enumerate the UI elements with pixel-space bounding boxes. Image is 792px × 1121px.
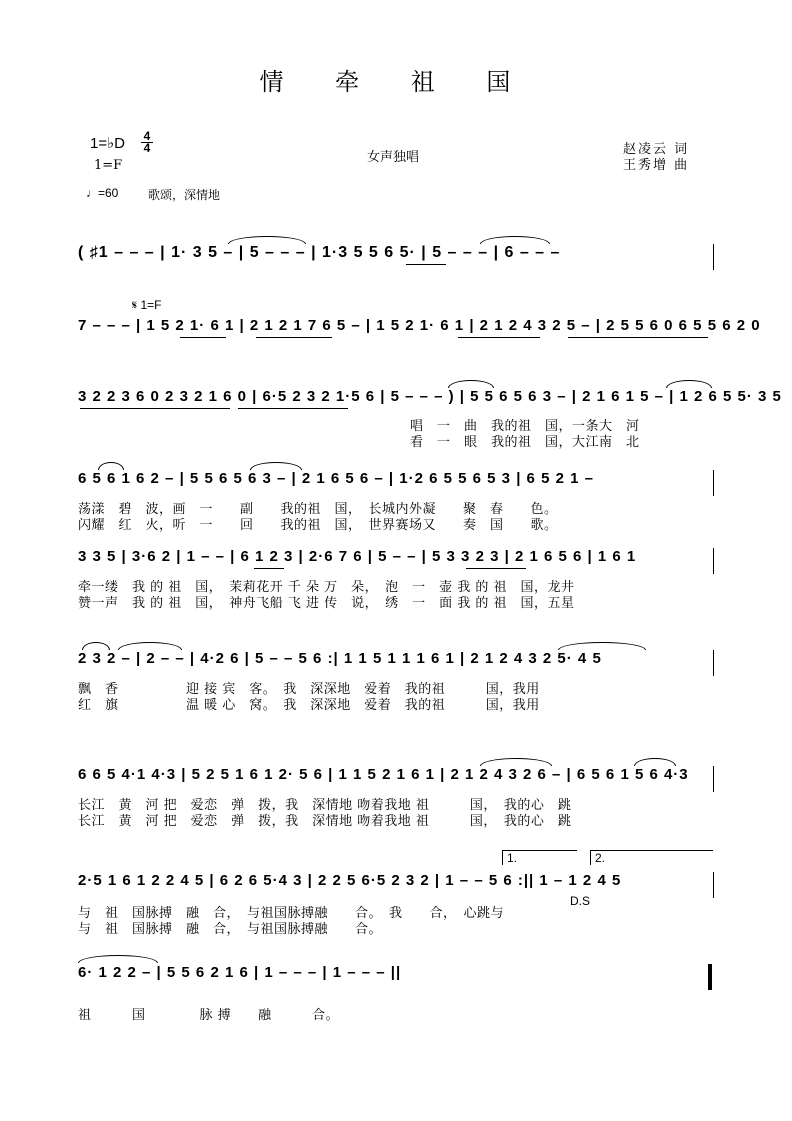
lyrics-verse-2: 红 旗 温 暖 心 窝。 我 深深地 爱着 我的祖 国，我用 (78, 698, 540, 713)
volta-2: 2. (590, 850, 713, 865)
lyrics-verse-1: 与 祖 国脉搏 融 合， 与祖国脉搏融 合。 我 合， 心跳与 (78, 906, 505, 921)
song-title: 情 牵 祖 国 (259, 68, 533, 96)
notes: 6 6 5 4·1 4·3 | 5 2 5 1 6 1 2· 5 6 | 1 1 5 2 1 6 1 | 2 1 2 4 3 2 6 – | 6 5 6 1 5 6 4·3 (78, 766, 689, 783)
lyrics-verse-2: 与 祖 国脉搏 融 合， 与祖国脉搏融 合。 (78, 922, 383, 937)
barline (713, 766, 714, 792)
slur (250, 462, 302, 470)
notes: 2 3 2 – | 2 – – | 4·2 6 | 5 – – 5 6 :| 1 1 5 1 1 1 6 1 | 2 1 2 4 3 2 5· 4 5 (78, 650, 602, 667)
key-alt: 1=F (94, 158, 123, 173)
score-line-1 (78, 244, 714, 274)
notes: 3 3 5 | 3·6 2 | 1 – – | 6 1 2 3 | 2·6 7 6 | 5 – – | 5 3 3 2 3 | 2 1 6 5 6 | 1 6 1 (78, 548, 637, 565)
notes: 3 2 2 3 6 0 2 3 2 1 6 0 | 6·5 2 3 2 1·5 6 | 5 – – – ) | 5 5 6 5 6 3 – | 2 1 6 1 5 – | 1 2 6 5 5· 3 5 (78, 388, 782, 405)
barline (713, 548, 714, 574)
final-barline (708, 964, 712, 990)
lyrics-verse-2: 闪耀 红 火，听 一 回 我的祖 国， 世界赛场又 奏 国 歌。 (78, 518, 558, 533)
barline (713, 872, 714, 898)
tempo-marking: ♩=60 (86, 186, 119, 200)
beam (458, 337, 540, 338)
lyrics-verse-1: 牵一缕 我 的 祖 国， 茉莉花开 千 朵 万 朵， 泡 一 壶 我 的 祖 国，龙井 (78, 580, 575, 595)
slur (480, 758, 552, 766)
beam (568, 337, 708, 338)
barline (713, 650, 714, 676)
lyrics-verse-1: 荡漾 碧 波，画 一 副 我的祖 国， 长城内外凝 聚 春 色。 (78, 502, 558, 517)
score-line-8 (78, 851, 714, 937)
beam (406, 264, 446, 265)
score-line-7 (78, 766, 714, 829)
lyrics-verse-2: 长江 黄 河 把 爱恋 弹 拨，我 深情地 吻着我地 祖 国， 我的心 跳 (78, 814, 572, 829)
dal-segno: D.S (570, 894, 591, 908)
lyrics-verse-1: 飘 香 迎 接 宾 客。 我 深深地 爱着 我的祖 国，我用 (78, 682, 540, 697)
composer: 王秀增 曲 (623, 158, 690, 173)
barline (713, 470, 714, 496)
notes: ( ♯1 – – – | 1· 3 5 – | 5 – – – | 1·3 5 5 6 5· | 5 – – – | 6 – – – (78, 244, 561, 261)
lyrics-verse-1: 长江 黄 河 把 爱恋 弹 拨，我 深情地 吻着我地 祖 国， 我的心 跳 (78, 798, 572, 813)
meter-top: 4 (143, 129, 151, 143)
tie (118, 642, 182, 650)
volta-1: 1. (502, 850, 577, 865)
beam (256, 337, 332, 338)
beam (238, 408, 348, 409)
slur (666, 380, 712, 388)
time-signature (141, 131, 153, 154)
score-line-2 (78, 317, 761, 347)
key-signature: 1=♭D (90, 135, 126, 152)
notes: 2·5 1 6 1 2 2 4 5 | 6 2 6 5·4 3 | 2 2 5 6·5 2 3 2 | 1 – – 5 6 :|| 1 – 1 2 4 5 (78, 872, 622, 889)
slur (98, 462, 124, 470)
lyricist: 赵凌云 词 (623, 142, 690, 157)
lyrics-verse-1: 祖 国 脉 搏 融 合。 (78, 1008, 340, 1023)
tie (480, 236, 550, 244)
beam (80, 408, 230, 409)
beam (466, 568, 526, 569)
slur (634, 758, 676, 766)
expression-marking: 歌颂，深情地 (148, 188, 221, 202)
beam (180, 337, 226, 338)
score-line-4 (78, 470, 714, 533)
slur (448, 380, 494, 388)
meter-bottom: 4 (141, 142, 153, 154)
performance-type: 女声独唱 (367, 150, 420, 165)
lyrics-verse-2: 赞一声 我 的 祖 国， 神舟飞船 飞 进 传 说， 绣 一 面 我 的 祖 国，五星 (78, 596, 575, 611)
notes: 6· 1 2 2 – | 5 5 6 2 1 6 | 1 – – – | 1 – – – || (78, 964, 402, 981)
slur (78, 955, 158, 963)
score-line-9 (78, 964, 714, 1023)
score-line-5 (78, 548, 714, 611)
lyrics-verse-2: 看 一 眼 我的祖 国，大江南 北 (410, 435, 640, 450)
notes: 7 – – – | 1 5 2 1· 6 1 | 2 1 2 1 7 6 5 – | 1 5 2 1· 6 1 | 2 1 2 4 3 2 5 – | 2 5 5 6 0 6 5 5 6 2 0 (78, 317, 761, 334)
score-line-3 (78, 388, 782, 450)
score-line-6 (78, 650, 714, 713)
barline (713, 244, 714, 270)
lyrics-verse-1: 唱 一 曲 我的祖 国，一条大 河 (410, 419, 640, 434)
notes: 6 5 6 1 6 2 – | 5 5 6 5 6 3 – | 2 1 6 5 6 – | 1·2 6 5 5 6 5 3 | 6 5 2 1 – (78, 470, 594, 487)
segno-key-change: 𝄋 1=F (132, 298, 162, 312)
slur (82, 642, 110, 650)
slur (558, 642, 646, 650)
tie (228, 236, 306, 244)
beam (254, 568, 284, 569)
